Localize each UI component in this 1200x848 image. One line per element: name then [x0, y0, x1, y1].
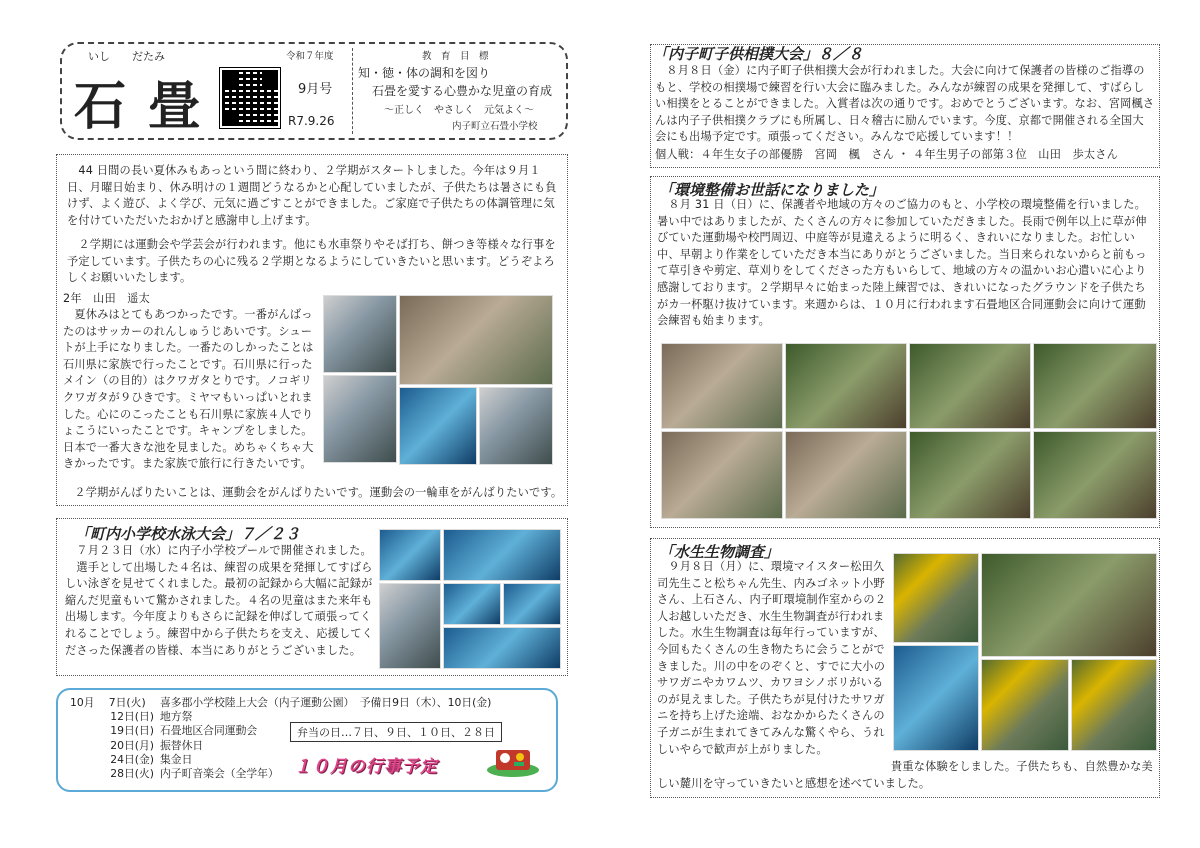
bento-box-icon: [486, 740, 540, 778]
aquatic-survey-title: 「水生生物調査」: [659, 543, 780, 561]
title-ruby: いし だたみ: [88, 50, 165, 63]
photo-holding-creature: [893, 645, 979, 751]
issue-month: 9月号: [298, 82, 333, 97]
photo-tree-pruning: [909, 343, 1031, 429]
aquatic-survey-body: ９月８日（月）に、環境マイスター松田久司先生こと松ちゃん先生、内みゴネット小野さん、上石さん、内子町環境制作室からの２人お越しいただき、水生生物調査が行われました。水生生物調査は毎年行っていますが、今回もたくさんの生き物たちに会うことができました。川の中をのぞくと、すでに大小のサワガニやカワムツ、カワヨシノボリがいるのが見えました。子供たちが見付けたサワガニを持ち上げた途端、おなかからたくさんの子ガニが生まれてきてみんな驚くやら、うれしいやらで歓声が上がりました。: [657, 560, 887, 756]
photo-boy-with-sample: [981, 659, 1069, 751]
swim-title: 「町内小学校水泳大会」７／２３: [75, 525, 301, 543]
photo-pool-start: [443, 627, 561, 669]
intro-section: [56, 154, 568, 506]
sumo-body: ８月８日（金）に内子町子供相撲大会が行われました。大会に向けて保護者の皆様のご指導のもと、学校の相撲場で練習を行い大会に臨みました。みんなが練習の成果を発揮して、すばらしい相撲をとることができました。入賞者は次の通りです。おめでとうございます。なお、宮岡楓さんは内子子供相撲クラブにも所属し、日々稽古に励んでいます。今度、京都で開催される全国大会にも出場予定です。頑張ってください。みんなで応援しています！！: [655, 64, 1155, 144]
aquatic-survey-body-end: 貴重な体験をしました。子供たちも、自然豊かな美しい麓川を守っていきたいと感想を述べていました。: [657, 760, 1153, 790]
schedule-day: 20日(月): [110, 738, 154, 752]
schedule-section: [56, 688, 558, 792]
photo-pool-lane: [443, 583, 501, 625]
sumo-title: 「内子町子供相撲大会」８／８: [653, 45, 864, 63]
masthead: [60, 42, 568, 140]
schedule-day: 24日(金): [110, 752, 154, 766]
schedule-event: 集金日: [160, 752, 193, 766]
photo-students-seated: [323, 375, 397, 463]
photo-ladder-trimming: [909, 431, 1031, 519]
photo-classroom-group: [399, 295, 553, 385]
photo-pool-lane-2: [503, 583, 561, 625]
fiscal-year: 令和７年度: [286, 51, 334, 62]
qr-code-icon: [220, 68, 280, 128]
environment-body: ８月 31 日（日）に、保護者や地域の方々のご協力のもと、小学校の環境整備を行いました。暑い中ではありましたが、たくさんの方々に参加していただきました。長雨で例年以上に草が伸びていた運動場や校門周辺、中庭等が見違えるように明るく、きれいになりました。お忙しい中、早朝より作業をしていただき本当にありがとうございました。当日来られないからと前もって草引きや剪定、草刈りをしてくださった方もいらして、地域の方々の温かいお心遣いに心より感謝しております。２学期早々に始まった陸上練習では、きれいになったグラウンドを子供たちがカ一杯駆け抜けています。来週からは、１０月に行われます石畳地区合同運動会に向けて運動会練習も始まります。: [657, 198, 1147, 328]
photo-swimmer-boy: [379, 583, 441, 669]
photo-student-reading: [323, 295, 397, 373]
schedule-day: 28日(火): [110, 767, 154, 781]
student-essay: 夏休みはとてもあつかったです。一番がんばったのはサッカーのれんしゅうじあいです。シュートが上手になりました。一番たのしかったことは石川県に家族で行ったことです。石川県に行ったメイン（の目的）はクワガタとりです。ノコギリクワガタが９ひきです。ミヤマもいっぱいとれました。心にのこったことも石川県に家族４人でりょこうにいったことです。キャンプをしました。日本で一番大きな池を見ました。めちゃくちゃ大きかったです。また家族で旅行に行きたいです。: [63, 308, 314, 471]
student-name: 2年 山田 遥太: [63, 292, 151, 305]
aquatic-survey-section: [650, 538, 1160, 798]
intro-paragraph-2: ２学期には運動会や学芸会が行われます。他にも水車祭りやそば打ち、餅つき等様々な行事を予定しています。子供たちの心に残る２学期となるようにしていきたいと思います。どうぞよろしくお願いいたします。: [67, 238, 556, 285]
schedule-day: 19日(日): [110, 724, 154, 738]
issue-date: R7.9.26: [288, 114, 335, 128]
schedule-day: 12日(日): [110, 710, 154, 724]
intro-paragraph-1: 44 日間の長い夏休みもあっという間に終わり、２学期がスタートしました。今年は９月１日、月曜日始まり、休み明けの１週間どうなるかと心配していましたが、子供たちは暑さにも負けず、よく遊び、よく学び、元気に過ごすことができました。ご家庭で子供たちの体調管理に気を付けていただいたおかげと感謝申し上げます。: [67, 164, 557, 227]
school-name: 内子町立石畳小学校: [452, 121, 538, 132]
photo-river-survey: [981, 553, 1157, 657]
photo-pool-swimmer-closeup: [443, 529, 561, 581]
schedule-row: [70, 696, 491, 710]
newsletter-title: 石 畳: [74, 76, 203, 137]
photo-garden-plants: [785, 343, 907, 429]
goal-label: 教 育 目 標: [422, 51, 489, 62]
bento-day-notice: 弁当の日…７日、９日、１０日、２８日: [290, 722, 502, 742]
swim-section: [56, 518, 568, 676]
schedule-event: 振替休日: [160, 738, 204, 752]
schedule-event: 内子町音楽会（全学年）: [160, 767, 279, 781]
sumo-winners: 個人戦：４年生女子の部優勝 宮岡 楓 さん ・ ４年生男子の部第３位 山田 歩太さん: [655, 148, 1119, 161]
goal-line-1: 知・徳・体の調和を図り: [358, 66, 491, 80]
swim-body: ７月２３日（水）に内子小学校プールで開催されました。 選手として出場した４名は、練習の成果を発揮してすばらしい泳ぎを見せてくれました。最初の記録から大幅に記録が縮んだ児童もいて驚かされました。４名の児童はまた来年も出場します。今年度よりもさらに記録を伸ばして頑張ってくれることでしょう。練習中から子供たちを支え、応援してくださった保護者の皆様、本当にありがとうございました。: [65, 544, 374, 657]
photo-ground-weeding: [661, 343, 783, 429]
student-essay-end: ２学期がんばりたいことは、運動会をがんばりたいです。運動会の一輪車をがんばりたいです。: [63, 486, 563, 499]
goal-line-2: 石畳を愛する心豊かな児童の育成: [372, 84, 553, 98]
photo-net-catching: [1071, 659, 1157, 751]
photo-pool-swimmers: [379, 529, 441, 581]
schedule-event: 地方祭: [160, 710, 193, 724]
photo-classroom-screen: [399, 387, 477, 465]
environment-title: 「環境整備お世話になりました」: [659, 181, 885, 199]
schedule-heading: １０月の行事予定: [294, 757, 438, 777]
sumo-section: [650, 44, 1160, 168]
photo-brush-clearing: [1033, 431, 1157, 519]
photo-classroom-desks: [479, 387, 553, 465]
photo-parents-working: [785, 431, 907, 519]
photo-hillside-mowing: [1033, 343, 1157, 429]
header-divider: [352, 48, 353, 134]
schedule-event: 喜多郡小学校陸上大会（内子運動公園） 予備日9日（木）、10日(金): [160, 696, 492, 709]
school-motto: ～正しく やさしく 元気よく～: [384, 105, 534, 116]
environment-section: [650, 176, 1160, 528]
schedule-event: 石畳地区合同運動会: [160, 724, 258, 738]
schedule-day: 10月 7日(火): [70, 696, 146, 709]
photo-kids-cleaning: [661, 431, 783, 519]
photo-kids-yellow-hats: [893, 553, 979, 643]
